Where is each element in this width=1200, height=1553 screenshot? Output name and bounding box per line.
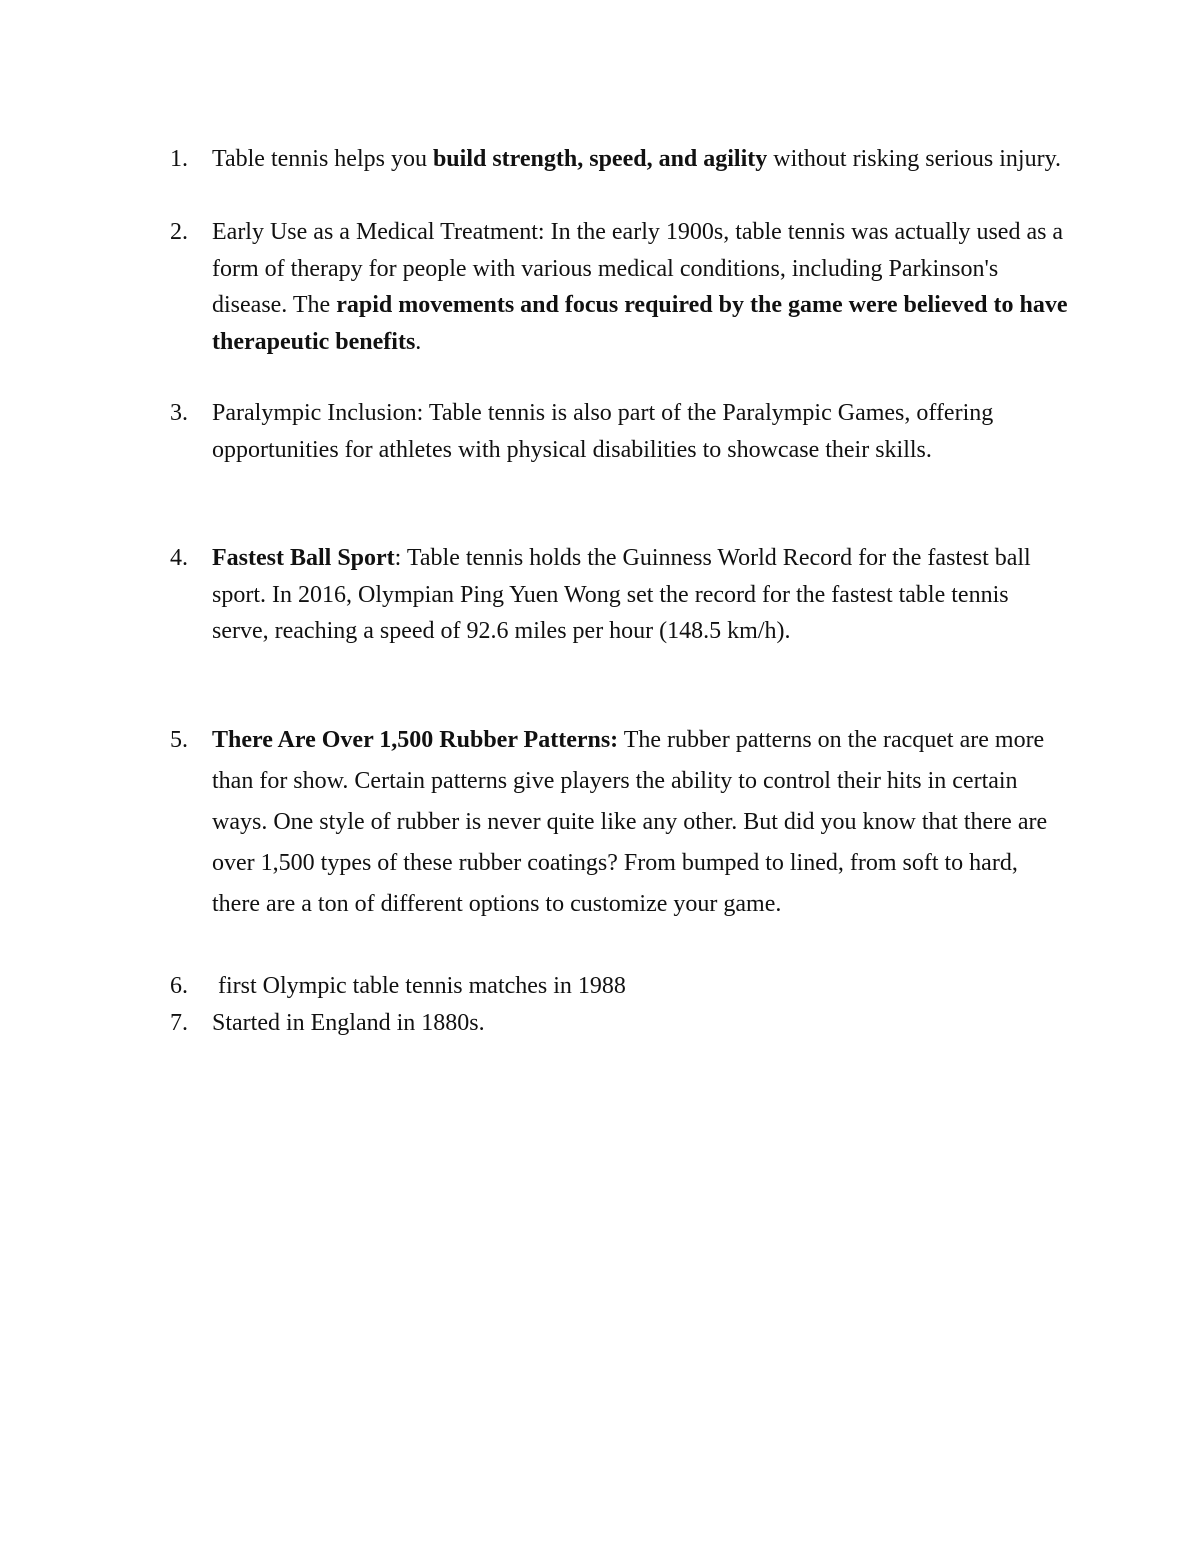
list-item-text xyxy=(212,1005,1070,1042)
plain-text: Started in England in 1880s. xyxy=(212,1010,485,1036)
plain-text: : Table tennis holds the Guinness World Record for the fastest ball sport. In 2016, Olympian Ping Yuen Wong set the record for the fastest table tennis serve, reaching a speed of 92.6 miles per hour (148.5 km/h). xyxy=(212,545,1031,644)
bold-text: rapid movements and focus required by the game were believed to have therapeutic benefits xyxy=(212,292,1068,355)
bold-text: build strength, speed, and agility xyxy=(432,146,768,172)
list-item xyxy=(170,720,1070,925)
list-item xyxy=(170,540,1070,650)
list-item-text xyxy=(212,720,1070,925)
plain-text: The rubber patterns on the racquet are more than for show. Certain patterns give players the ability to control their hits in certain ways. One style of rubber is never quite like any other. But did you know that there are over 1,500 types of these rubber coatings? From bumped to lined, from soft to hard, there are a ton of different options to customize your game. xyxy=(212,727,1048,917)
list-item xyxy=(170,968,1070,1005)
list-number: 3. xyxy=(170,400,188,426)
plain-text: first Olympic table tennis matches in 1988 xyxy=(212,973,626,999)
list-number: 7. xyxy=(170,1010,188,1036)
plain-text: Early Use as a Medical Treatment: In the early 1900s, table tennis was actually used as a form of therapy for people with various medical conditions, including Parkinson's disease. The xyxy=(212,219,1064,318)
list-item-text xyxy=(212,968,1070,1005)
list-number: 6. xyxy=(170,973,188,999)
list-item-text xyxy=(212,540,1070,650)
plain-text: . xyxy=(415,328,422,355)
list-item xyxy=(170,141,1070,178)
list-item xyxy=(170,395,1070,469)
list-number: 1. xyxy=(170,146,188,172)
bold-text: There Are Over 1,500 Rubber Patterns: xyxy=(212,727,619,753)
plain-text: Paralympic Inclusion: Table tennis is also part of the Paralympic Games, offering opportunities for athletes with physical disabilities to showcase their skills. xyxy=(212,400,994,463)
list-item xyxy=(170,1005,1070,1042)
list-item xyxy=(170,214,1070,360)
list-number: 2. xyxy=(170,219,188,245)
list-item-text xyxy=(212,395,1070,469)
list-number: 4. xyxy=(170,545,188,571)
list-item-text xyxy=(212,214,1070,360)
plain-text: without risking serious injury. xyxy=(767,146,1062,172)
list-number: 5. xyxy=(170,727,188,753)
plain-text: Table tennis helps you xyxy=(212,146,433,172)
list-item-text xyxy=(212,141,1070,178)
bold-text: Fastest Ball Sport xyxy=(212,545,395,571)
